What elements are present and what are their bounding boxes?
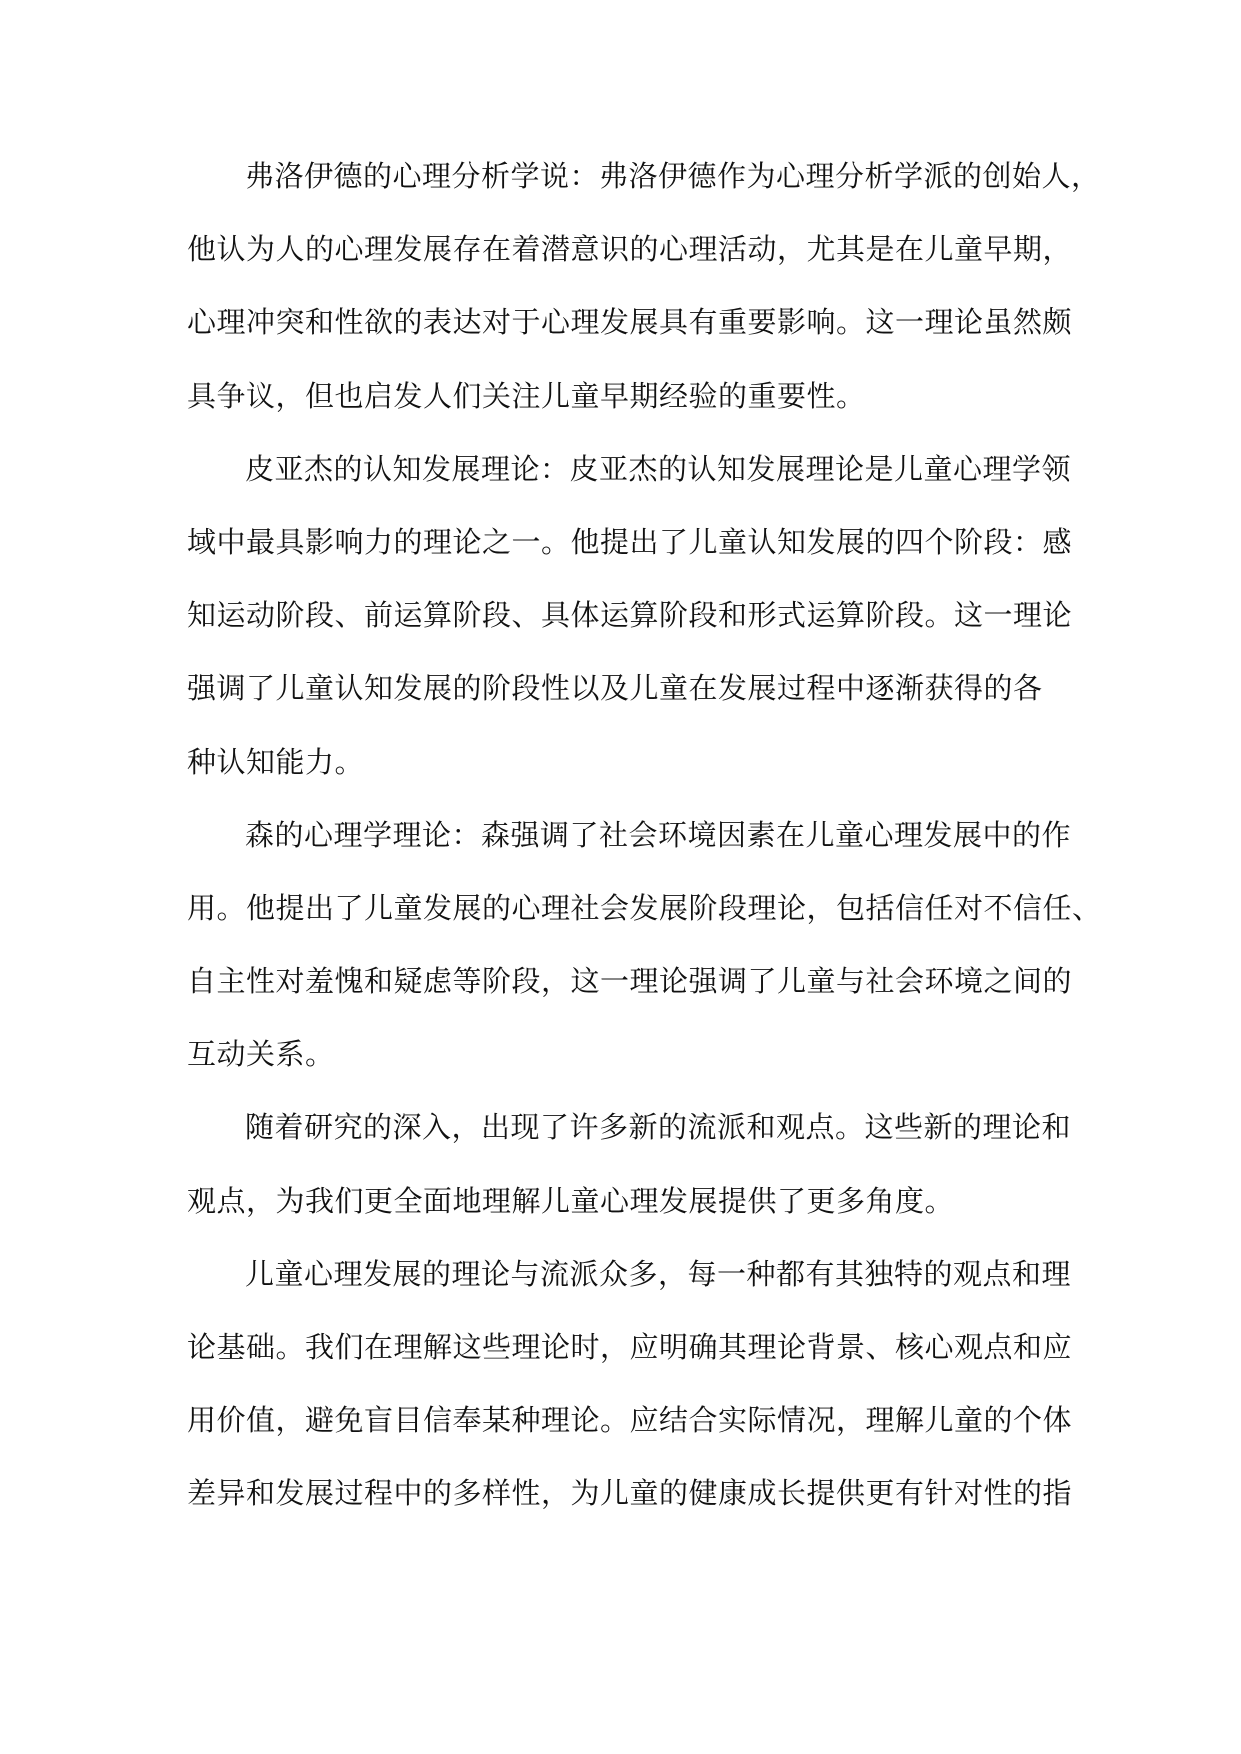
- text-line: 论基础。我们在理解这些理论时，应明确其理论背景、核心观点和应: [187, 1330, 1073, 1364]
- text-line: 具争议，但也启发人们关注儿童早期经验的重要性。: [187, 378, 866, 413]
- text-line: 用价值，避免盲目信奉某种理论。应结合实际情况，理解儿童的个体: [187, 1403, 1073, 1438]
- text-line: 随着研究的深入，出现了许多新的流派和观点。这些新的理论和: [245, 1110, 1072, 1145]
- text-line: 心理冲突和性欲的表达对于心理发展具有重要影响。这一理论虽然颇: [187, 305, 1073, 340]
- text-line: 观点，为我们更全面地理解儿童心理发展提供了更多角度。: [187, 1183, 955, 1218]
- text-line: 弗洛伊德的心理分析学说：弗洛伊德作为心理分析学派的创始人，: [245, 159, 1101, 193]
- text-line: 他认为人的心理发展存在着潜意识的心理活动，尤其是在儿童早期，: [187, 232, 1073, 267]
- paragraph-erikson: [187, 799, 1102, 1092]
- text-line: 用。他提出了儿童发展的心理社会发展阶段理论，包括信任对不信任、: [187, 890, 1102, 925]
- text-line: 差异和发展过程中的多样性，为儿童的健康成长提供更有针对性的指: [187, 1476, 1073, 1511]
- text-line: 儿童心理发展的理论与流派众多，每一种都有其独特的观点和理: [245, 1256, 1072, 1291]
- text-line: 森的心理学理论：森强调了社会环境因素在儿童心理发展中的作: [245, 817, 1072, 852]
- text-line: 种认知能力。: [187, 744, 365, 779]
- text-line: 知运动阶段、前运算阶段、具体运算阶段和形式运算阶段。这一理论: [187, 598, 1073, 633]
- paragraph-freud: [187, 140, 1101, 433]
- text-line: 强调了儿童认知发展的阶段性以及儿童在发展过程中逐渐获得的各: [187, 671, 1043, 706]
- paragraph-conclusion: [187, 1238, 1073, 1531]
- text-line: 域中最具影响力的理论之一。他提出了儿童认知发展的四个阶段：感: [187, 524, 1073, 559]
- paragraph-piaget: [187, 433, 1073, 799]
- document-body: [187, 140, 1102, 1531]
- text-line: 皮亚杰的认知发展理论：皮亚杰的认知发展理论是儿童心理学领: [245, 451, 1072, 486]
- text-line: 自主性对羞愧和疑虑等阶段，这一理论强调了儿童与社会环境之间的: [187, 964, 1073, 999]
- text-line: 互动关系。: [187, 1037, 335, 1072]
- paragraph-new-schools: [187, 1091, 1072, 1237]
